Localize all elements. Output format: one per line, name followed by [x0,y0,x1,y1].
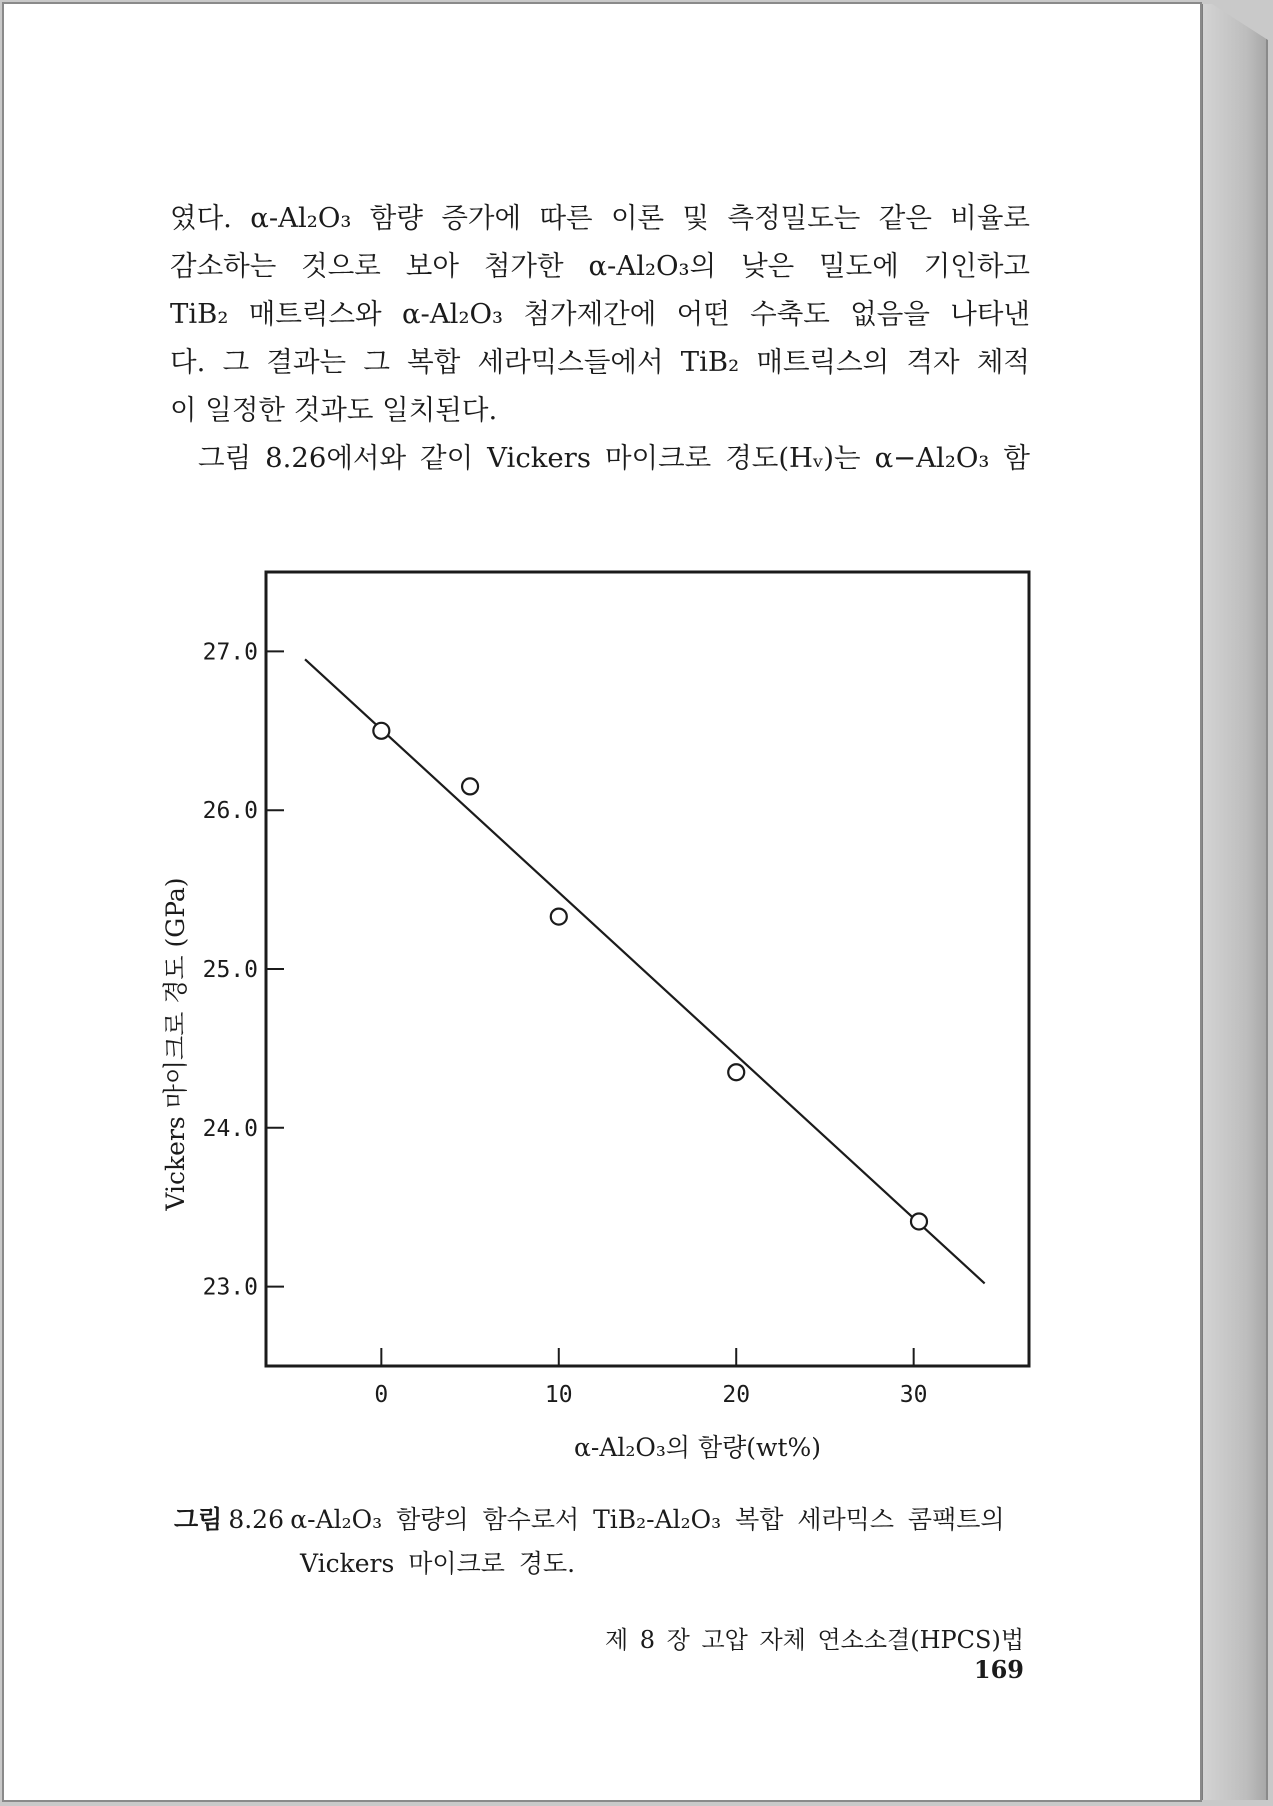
figure-caption [174,1498,1044,1586]
data-point [551,909,567,925]
text-line: 다. 그 결과는 그 복합 세라믹스들에서 TiB₂ 매트릭스의 격자 체적 [170,346,1030,378]
figure-8-26 [4,4,1204,1504]
hardness-chart [4,4,1204,1504]
text-line: 그림 8.26에서와 같이 Vickers 마이크로 경도(Hᵥ)는 α−Al₂O₃ 함 [198,442,1030,474]
text-line: TiB₂ 매트릭스와 α-Al₂O₃ 첨가제간에 어떤 수축도 없음을 나타낸 [170,298,1030,330]
x-axis-label: α-Al₂O₃의 함량(wt%) [573,1433,822,1462]
caption-line-2 [174,1542,1044,1586]
caption-text: α-Al₂O₃ 함량의 함수로서 TiB₂-Al₂O₃ 복합 세라믹스 콤팩트의 [290,1505,1005,1534]
running-footer [544,1620,1024,1684]
page-edge [1202,4,1268,1800]
chapter-title: 제 8 장 고압 자체 연소소결(HPCS)법 [604,1626,1024,1654]
y-tick-label: 25.0 [202,957,258,983]
x-tick-label: 20 [722,1382,751,1408]
y-tick-label: 26.0 [202,798,258,825]
y-tick-label: 23.0 [202,1274,258,1301]
y-tick-label: 24.0 [202,1115,258,1142]
caption-label: 그림 [174,1505,223,1534]
x-tick-label: 10 [544,1382,573,1408]
data-point [373,723,389,739]
x-tick-label: 0 [374,1382,389,1408]
caption-number: 8.26 [228,1505,284,1534]
text-line: 였다. α-Al₂O₃ 함량 증가에 따른 이론 및 측정밀도는 같은 비율로 [170,202,1030,234]
book-page [2,2,1202,1802]
fit-line [305,659,985,1283]
y-axis-label: Vickers 마이크로 경도 (GPa) [161,877,190,1211]
data-point [728,1064,744,1080]
y-tick-label: 27.0 [202,639,258,666]
caption-line-1 [174,1498,1044,1542]
x-tick-label: 30 [899,1382,928,1408]
page-number: 169 [973,1655,1024,1684]
text-line: 감소하는 것으로 보아 첨가한 α-Al₂O₃의 낮은 밀도에 기인하고 [170,250,1030,282]
text-line: 이 일정한 것과도 일치된다. [170,394,498,426]
plot-frame [266,572,1029,1366]
caption-text-continued: Vickers 마이크로 경도. [300,1549,576,1578]
data-point [911,1213,927,1229]
data-point [462,778,478,794]
